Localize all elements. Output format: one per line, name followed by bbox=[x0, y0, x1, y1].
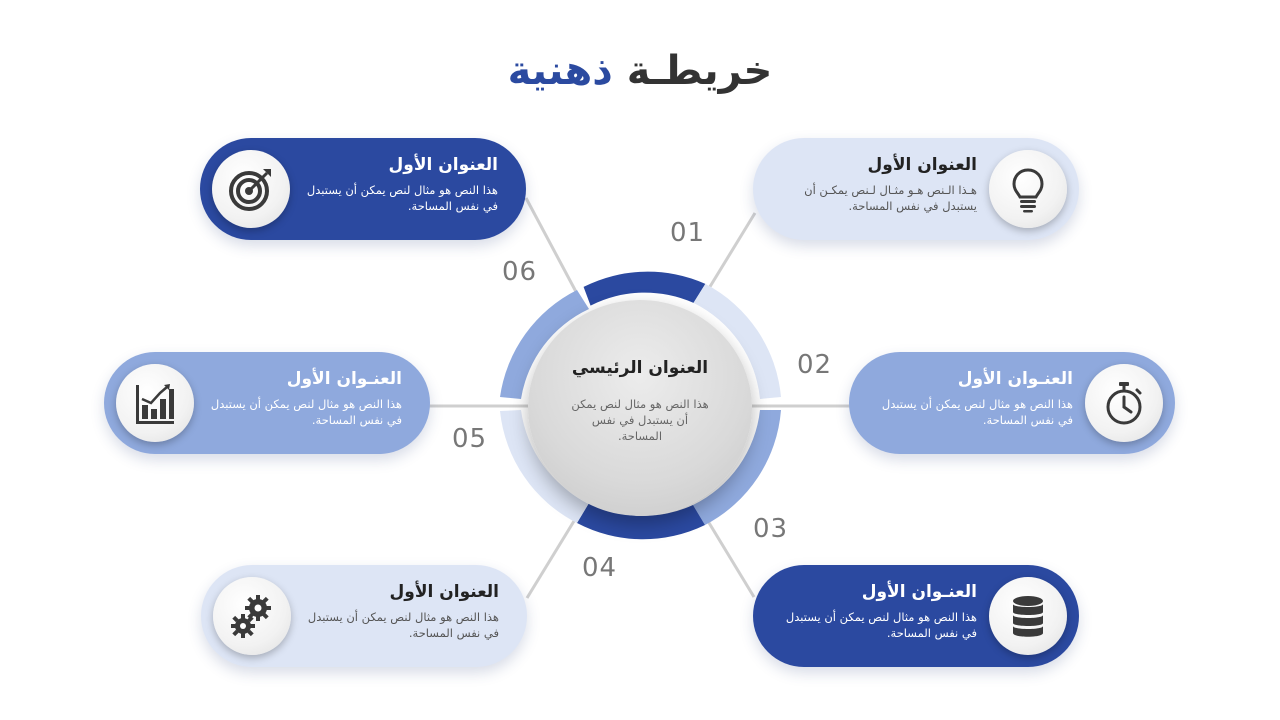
node-04 bbox=[201, 565, 527, 667]
number-05: 05 bbox=[452, 424, 488, 454]
number-01: 01 bbox=[670, 218, 706, 248]
number-03: 03 bbox=[753, 514, 789, 544]
node-06-text bbox=[298, 154, 498, 214]
center-topic bbox=[528, 300, 752, 516]
node-01-heading: العنوان الأول bbox=[867, 155, 977, 175]
node-02 bbox=[849, 352, 1175, 454]
node-02-heading: العنـوان الأول bbox=[957, 369, 1073, 389]
connector-04 bbox=[527, 508, 582, 598]
node-05-text bbox=[202, 368, 402, 428]
node-02-icon-badge bbox=[1085, 364, 1163, 442]
node-05-body: هذا النص هو مثال لنص يمكن أن يستبدل في نفس المساحة. bbox=[210, 397, 402, 427]
center-body: هذا النص هو مثال لنص يمكن أن يستبدل في نفس المساحة. bbox=[571, 397, 709, 443]
database-icon bbox=[1004, 592, 1052, 640]
center-heading: العنوان الرئيسي bbox=[571, 358, 709, 378]
node-03-heading: العنـوان الأول bbox=[861, 582, 977, 602]
gears-icon bbox=[228, 592, 276, 640]
node-05-icon-badge bbox=[116, 364, 194, 442]
node-04-text bbox=[299, 581, 499, 641]
target-icon bbox=[227, 165, 275, 213]
node-01-text bbox=[777, 154, 977, 214]
number-04: 04 bbox=[582, 553, 618, 583]
node-04-icon-badge bbox=[213, 577, 291, 655]
number-02: 02 bbox=[797, 350, 833, 380]
bar-chart-icon bbox=[131, 379, 179, 427]
node-02-text bbox=[873, 368, 1073, 428]
number-06: 06 bbox=[502, 257, 538, 287]
connector-06 bbox=[526, 198, 582, 303]
lightbulb-icon bbox=[1004, 165, 1052, 213]
node-04-body: هذا النص هو مثال لنص يمكن أن يستبدل في نفس المساحة. bbox=[307, 610, 499, 640]
node-02-body: هذا النص هو مثال لنص يمكن أن يستبدل في نفس المساحة. bbox=[881, 397, 1073, 427]
node-03-text bbox=[777, 581, 977, 641]
node-04-heading: العنوان الأول bbox=[389, 582, 499, 602]
node-03 bbox=[753, 565, 1079, 667]
stopwatch-icon bbox=[1100, 379, 1148, 427]
node-01 bbox=[753, 138, 1079, 240]
node-06-body: هذا النص هو مثال لنص يمكن أن يستبدل في نفس المساحة. bbox=[306, 183, 498, 213]
node-01-body: هـذا الـنص هـو مثـال لـنص يمكـن أن يستبدل في نفس المساحة. bbox=[804, 183, 977, 213]
node-03-body: هذا النص هو مثال لنص يمكن أن يستبدل في نفس المساحة. bbox=[785, 610, 977, 640]
node-01-icon-badge bbox=[989, 150, 1067, 228]
node-06 bbox=[200, 138, 526, 240]
title-word-1: خريطـة bbox=[626, 48, 773, 94]
node-05 bbox=[104, 352, 430, 454]
node-05-heading: العنـوان الأول bbox=[286, 369, 402, 389]
node-06-icon-badge bbox=[212, 150, 290, 228]
node-06-heading: العنوان الأول bbox=[388, 155, 498, 175]
node-03-icon-badge bbox=[989, 577, 1067, 655]
title-word-2: ذهنية bbox=[507, 48, 613, 94]
